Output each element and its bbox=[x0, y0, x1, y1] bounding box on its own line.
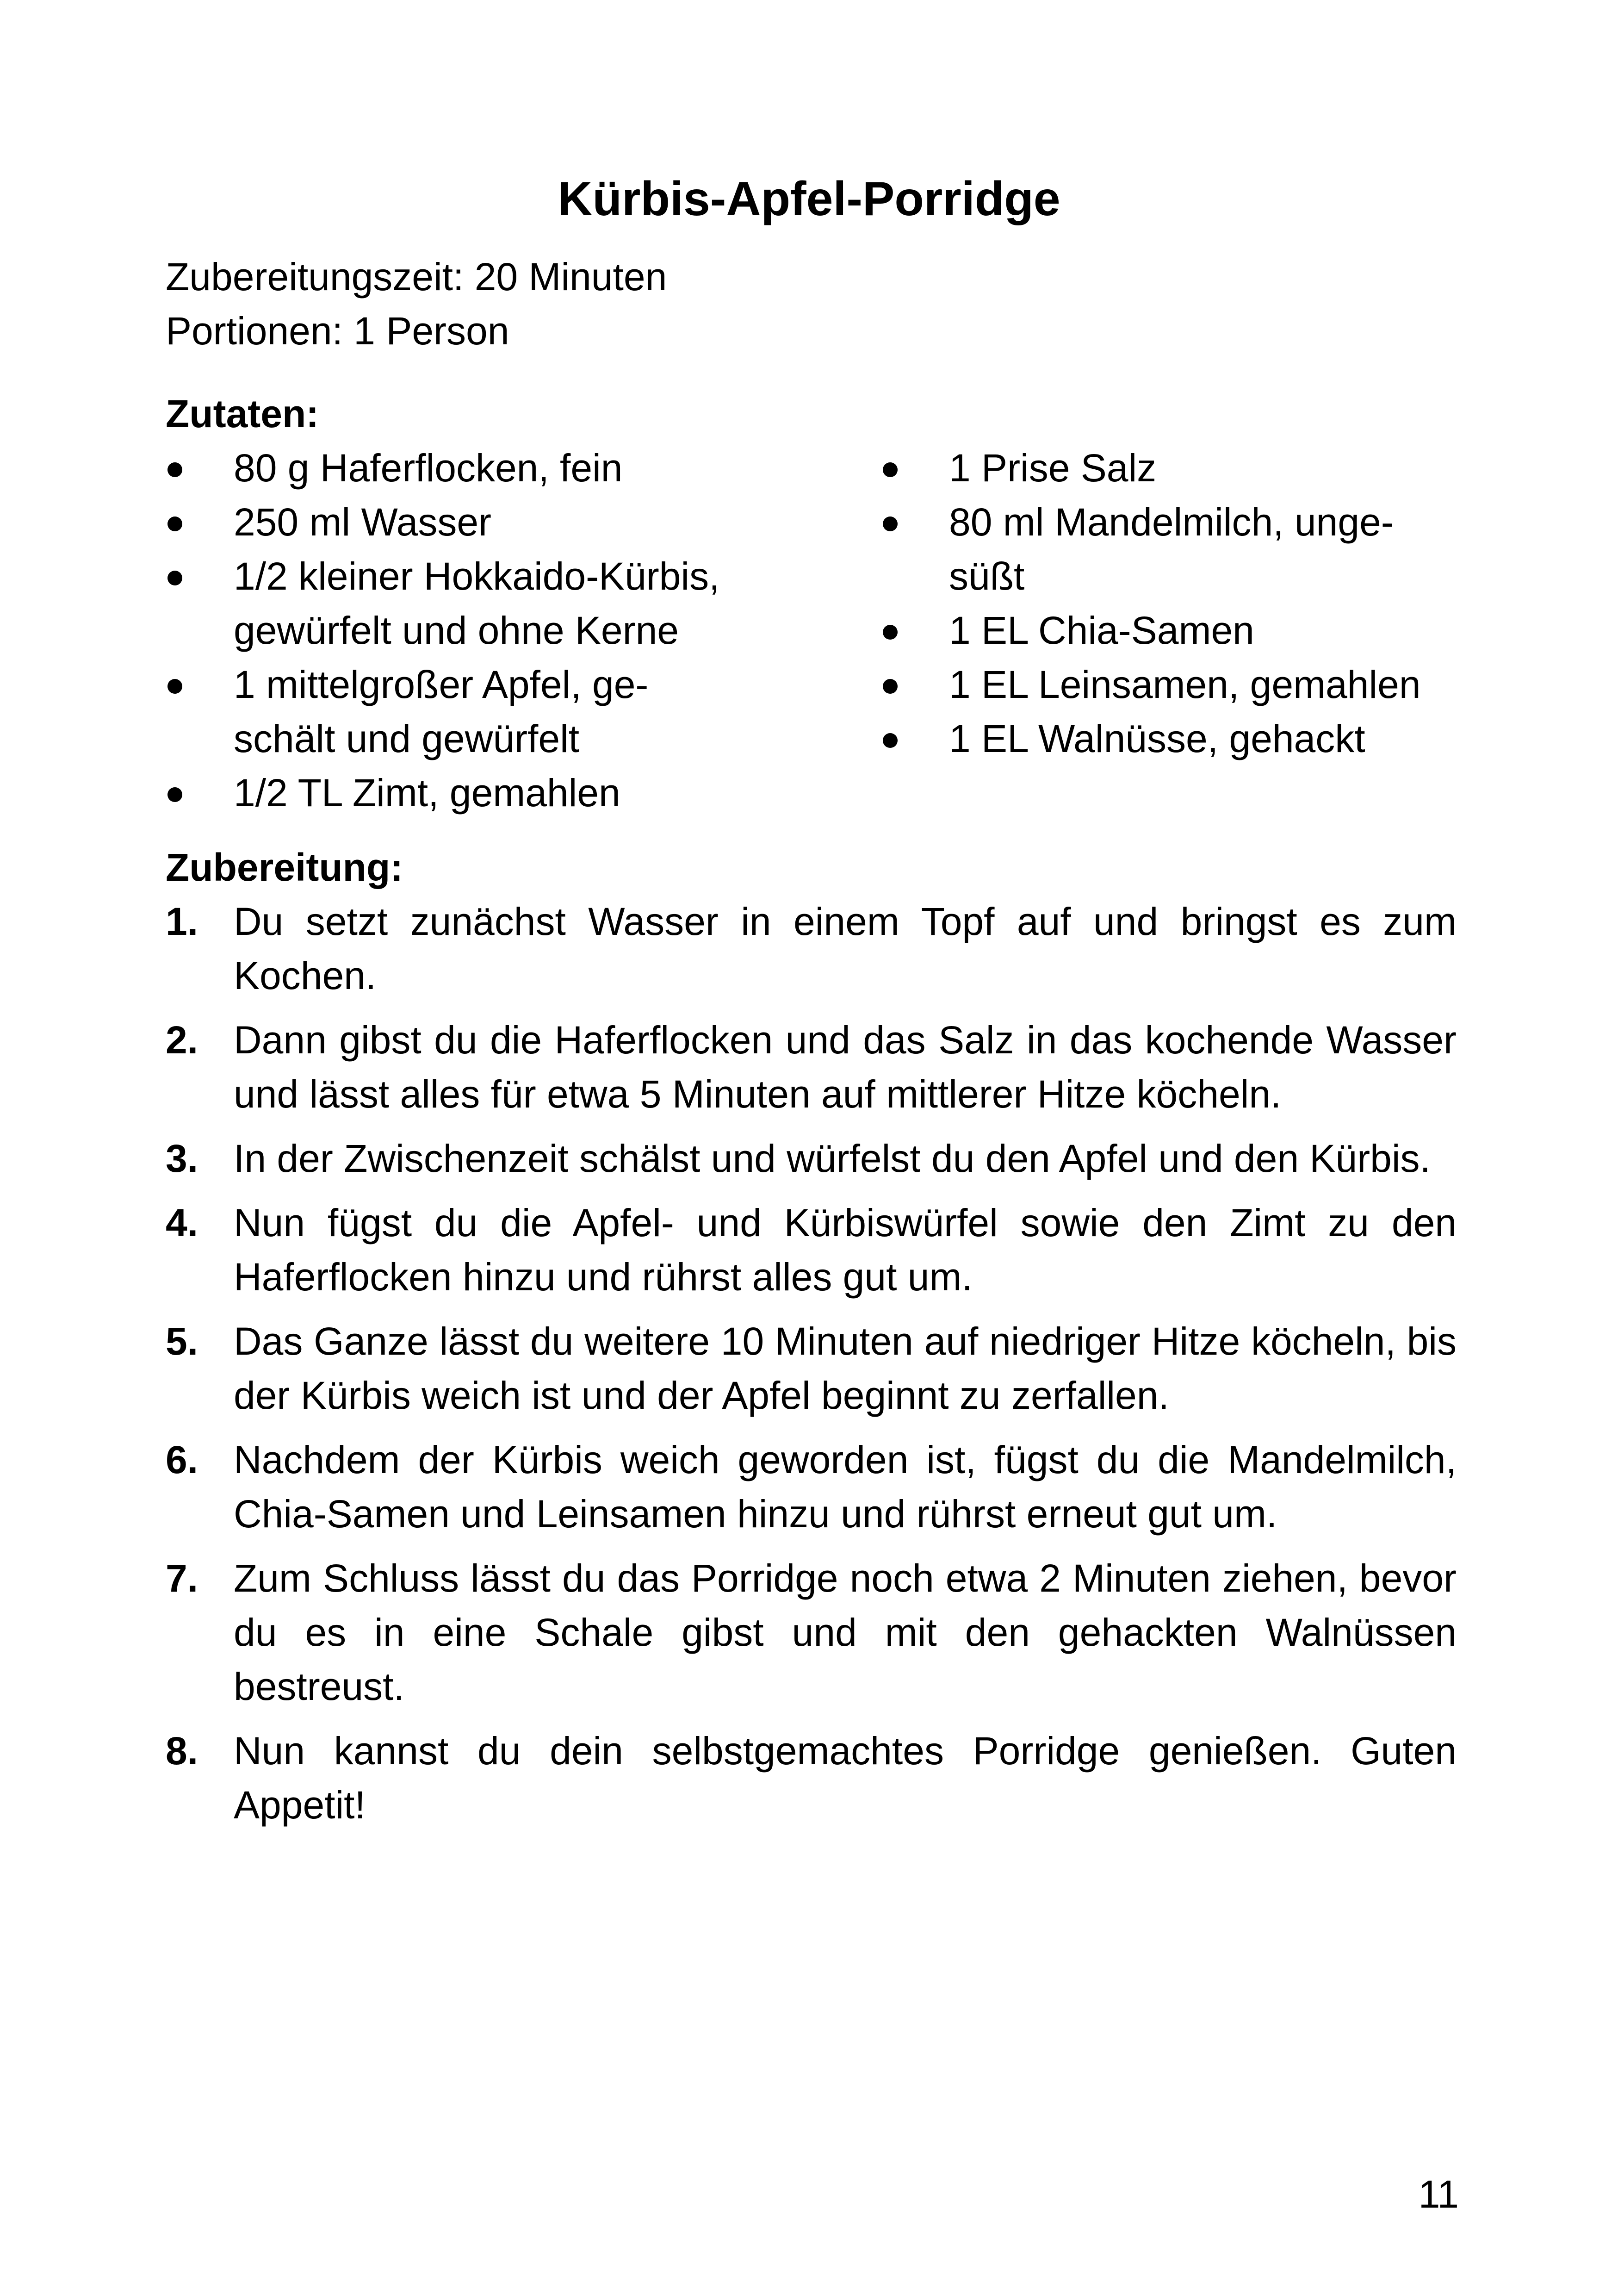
ingredient-item bbox=[881, 658, 1482, 712]
ingredient-line: 250 ml Wasser bbox=[234, 500, 492, 544]
ingredient-line: 1 EL Chia-Samen bbox=[949, 609, 1254, 652]
ingredient-item bbox=[166, 549, 813, 658]
step-text: In der Zwischenzeit schälst und würfelst du den Apfel und den Kürbis. bbox=[234, 1137, 1431, 1180]
ingredient-line: schält und gewürfelt bbox=[234, 717, 580, 760]
page-number: 11 bbox=[1418, 2172, 1459, 2216]
step-item bbox=[166, 1013, 1457, 1121]
steps-heading: Zubereitung: bbox=[166, 846, 403, 889]
ingredients-list-right bbox=[881, 441, 1482, 766]
ingredients-list-left bbox=[166, 441, 813, 820]
step-number: 2. bbox=[166, 1018, 198, 1062]
step-text: Dann gibst du die Haferflocken und das Salz in das kochende Wasser und lässt alles für etwa 5 Minuten auf mittlerer Hitze köcheln. bbox=[234, 1018, 1457, 1116]
ingredient-item bbox=[166, 441, 813, 495]
step-text: Nun fügst du die Apfel- und Kürbiswürfel sowie den Zimt zu den Haferflocken hinzu und rührst alles gut um. bbox=[234, 1201, 1457, 1299]
prep-time: Zubereitungszeit: 20 Minuten bbox=[166, 255, 667, 299]
step-item bbox=[166, 1551, 1457, 1714]
ingredient-item bbox=[881, 441, 1482, 495]
ingredient-item bbox=[166, 495, 813, 549]
step-number: 1. bbox=[166, 900, 198, 943]
step-number: 6. bbox=[166, 1438, 198, 1481]
ingredient-line: 1 EL Leinsamen, gemahlen bbox=[949, 663, 1421, 706]
step-item bbox=[166, 895, 1457, 1003]
step-number: 3. bbox=[166, 1137, 198, 1180]
ingredient-line: 1 mittelgroßer Apfel, ge- bbox=[234, 663, 649, 706]
recipe-meta bbox=[166, 250, 667, 358]
ingredient-line: 1 Prise Salz bbox=[949, 446, 1157, 490]
ingredient-line: süßt bbox=[949, 554, 1025, 598]
step-text: Nun kannst du dein selbstgemachtes Porridge genießen. Guten Appetit! bbox=[234, 1729, 1457, 1827]
step-text: Nachdem der Kürbis weich geworden ist, fügst du die Mandelmilch, Chia-Samen und Leinsamen hinzu und rührst erneut gut um. bbox=[234, 1438, 1457, 1536]
steps-list bbox=[166, 895, 1457, 1842]
recipe-title: Kürbis-Apfel-Porridge bbox=[558, 172, 1060, 226]
ingredient-line: 1 EL Walnüsse, gehackt bbox=[949, 717, 1365, 760]
ingredient-line: 80 ml Mandelmilch, unge- bbox=[949, 500, 1394, 544]
ingredient-item bbox=[881, 495, 1482, 604]
ingredient-line: 80 g Haferflocken, fein bbox=[234, 446, 623, 490]
step-number: 5. bbox=[166, 1319, 198, 1363]
step-number: 8. bbox=[166, 1729, 198, 1773]
step-item bbox=[166, 1132, 1457, 1186]
step-item bbox=[166, 1433, 1457, 1541]
ingredient-item bbox=[881, 712, 1482, 766]
step-item bbox=[166, 1724, 1457, 1832]
ingredient-line: 1/2 TL Zimt, gemahlen bbox=[234, 771, 620, 815]
ingredient-line: gewürfelt und ohne Kerne bbox=[234, 609, 679, 652]
step-text: Du setzt zunächst Wasser in einem Topf auf und bringst es zum Kochen. bbox=[234, 900, 1457, 997]
ingredients-heading: Zutaten: bbox=[166, 392, 319, 436]
ingredient-line: 1/2 kleiner Hokkaido-Kürbis, bbox=[234, 554, 720, 598]
ingredient-item bbox=[881, 604, 1482, 658]
step-text: Das Ganze lässt du weitere 10 Minuten auf niedriger Hitze köcheln, bis der Kürbis weich ist und der Apfel beginnt zu zerfallen. bbox=[234, 1319, 1457, 1417]
portions: Portionen: 1 Person bbox=[166, 309, 509, 353]
step-item bbox=[166, 1314, 1457, 1423]
step-number: 7. bbox=[166, 1556, 198, 1600]
step-text: Zum Schluss lässt du das Porridge noch etwa 2 Minuten ziehen, bevor du es in eine Schale gibst und mit den gehackten Walnüssen bestreust. bbox=[234, 1556, 1457, 1708]
ingredient-item bbox=[166, 658, 813, 766]
step-number: 4. bbox=[166, 1201, 198, 1244]
step-item bbox=[166, 1196, 1457, 1304]
ingredient-item bbox=[166, 766, 813, 820]
